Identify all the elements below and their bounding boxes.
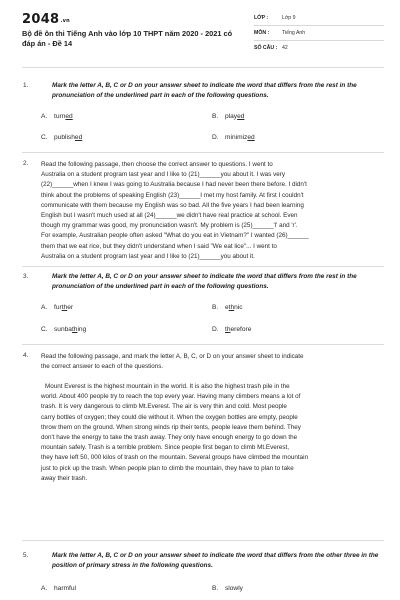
site-logo[interactable] bbox=[22, 12, 70, 27]
question-intro bbox=[41, 352, 384, 372]
passage-line: them that we eat rice, but they didn't understand when I said "We eat lice"... I went to bbox=[41, 242, 277, 250]
option-a[interactable] bbox=[41, 113, 73, 120]
passage-line: Australia on a student program last year and I like to (21)______you about it. bbox=[41, 252, 255, 260]
logo-suffix: .vn bbox=[60, 18, 71, 24]
underlined-part: ed bbox=[247, 134, 255, 141]
question-number: 5. bbox=[23, 552, 29, 559]
option-c[interactable] bbox=[41, 326, 86, 333]
question-passage bbox=[41, 160, 384, 262]
passage-line: Australia on a student program last year and I like to (21)______you about it. I was very bbox=[41, 171, 285, 179]
option-letter: D. bbox=[212, 326, 219, 333]
passage-line: Read the following passage, then choose the correct answer to questions. I went to bbox=[41, 161, 273, 168]
underlined-part: th bbox=[225, 326, 231, 333]
question-instruction: Mark the letter A, B, C or D on your answer sheet to indicate the word that differs from the rest in the pronunciation of the underlined part in each of the following questions. bbox=[52, 273, 357, 290]
option-text: fur bbox=[54, 304, 62, 311]
subject-value: Tiếng Anh bbox=[282, 30, 306, 36]
passage-line: trash. It is very dangerous to climb Mt.Everest. The air is very thin and cold. Most people bbox=[41, 403, 287, 411]
question-divider bbox=[22, 266, 384, 267]
intro-line: the correct answer to each of the questions. bbox=[41, 363, 164, 371]
option-text: erefore bbox=[230, 326, 252, 333]
option-letter: B. bbox=[212, 113, 219, 120]
question-divider bbox=[22, 540, 384, 541]
option-text: sunba bbox=[54, 326, 72, 333]
option-text: nic bbox=[234, 304, 243, 311]
option-b[interactable] bbox=[212, 113, 244, 120]
meta-divider bbox=[254, 25, 384, 26]
question-instruction: Mark the letter A, B, C or D on your answer sheet to indicate the word that differs from the rest in the pronunciation of the underlined part in each of the following questions. bbox=[52, 82, 357, 99]
question-passage bbox=[41, 382, 384, 484]
page-header bbox=[0, 0, 400, 62]
question-number: 2. bbox=[23, 160, 29, 167]
option-text: harmful bbox=[54, 585, 76, 592]
option-d[interactable] bbox=[212, 326, 251, 333]
passage-line: (22)______when I knew I was going to Australia because I had never been there before. I didn't bbox=[41, 181, 307, 189]
count-label: SỐ CÂU : bbox=[254, 45, 278, 51]
option-b[interactable] bbox=[212, 585, 243, 592]
passage-line: away their trash. bbox=[41, 474, 88, 482]
class-label: LỚP : bbox=[254, 15, 269, 21]
question-instruction: Mark the letter A, B, C or D on your answer sheet to indicate the word that differs from the other three in the position of primary stress in the following questions. bbox=[52, 552, 379, 569]
option-a[interactable] bbox=[41, 585, 76, 592]
option-letter: A. bbox=[41, 585, 48, 592]
option-letter: A. bbox=[41, 113, 48, 120]
underlined-part: ed bbox=[65, 113, 73, 120]
underlined-part: th bbox=[61, 304, 68, 311]
underlined-part: th bbox=[228, 304, 235, 311]
option-text: e bbox=[225, 304, 229, 311]
exam-title: Bộ đề ôn thi Tiếng Anh vào lớp 10 THPT năm 2020 - 2021 có đáp án - Đề 14 bbox=[22, 29, 233, 48]
underlined-part: th bbox=[71, 326, 78, 333]
passage-line: carry bottles of oxygen; they could die without it. When the oxygen bottles are empty, people bbox=[41, 413, 298, 421]
passage-line: think about the problems of speaking English (23)______I met my host family. At first I couldn't bbox=[41, 191, 304, 199]
underlined-part: ed bbox=[237, 113, 245, 120]
passage-line: though my grammar was good, my pronunciation wasn't. My problem is (25)______'l' and 'r'. bbox=[41, 222, 298, 230]
question-number: 4. bbox=[23, 352, 29, 359]
passage-line: Mount Everest is the highest mountain in the world. It is also the highest trash pile in the bbox=[45, 383, 290, 390]
passage-line: English but I wasn't much used at all (24)______we didn't have real practice at school. Even bbox=[41, 212, 298, 220]
meta-divider bbox=[254, 40, 384, 41]
passage-line: don't have the energy to take the trash away. They only have enough energy to go down the bbox=[41, 434, 298, 442]
passage-line: throw them on the ground. When strong winds rip their tents, people leave them behind. They bbox=[41, 423, 301, 431]
passage-line: mountain safely. Trash is a terrible problem. Since people first began to climb Mt.Everest, bbox=[41, 444, 290, 452]
option-letter: B. bbox=[212, 585, 219, 592]
passage-line: world. About 400 people try to reach the top every year. Having many climbers means a lot of bbox=[41, 393, 301, 401]
option-text: minimiz bbox=[225, 134, 248, 141]
passage-line: For example, Australian people often asked "What do you eat in Vietnam?" I wanted (26)______ bbox=[41, 232, 309, 240]
option-letter: B. bbox=[212, 304, 219, 311]
option-text: er bbox=[67, 304, 74, 311]
option-text: turn bbox=[54, 113, 66, 120]
question-divider bbox=[22, 344, 384, 345]
option-text: ing bbox=[77, 326, 87, 333]
underlined-part: ed bbox=[74, 134, 83, 141]
class-row bbox=[254, 15, 384, 21]
option-text: publish bbox=[54, 134, 75, 141]
passage-line: they have left 50, 000 kilos of trash on the mountain. Several groups have climbed the mountain bbox=[41, 454, 309, 462]
intro-line: Read the following passage, and mark the letter A, B, C, or D on your answer sheet to indicate bbox=[41, 353, 304, 360]
header-divider bbox=[22, 67, 384, 68]
logo-text: 2048 bbox=[22, 12, 60, 27]
option-letter: C. bbox=[41, 326, 48, 333]
subject-row bbox=[254, 30, 384, 36]
question-number: 1. bbox=[23, 82, 29, 89]
option-letter: C. bbox=[41, 134, 48, 141]
option-b[interactable] bbox=[212, 304, 243, 311]
count-row bbox=[254, 45, 384, 51]
question-number: 3. bbox=[23, 273, 29, 280]
count-value: 42 bbox=[282, 45, 288, 51]
option-text: slowly bbox=[225, 585, 243, 592]
option-letter: D. bbox=[212, 134, 219, 141]
option-text: play bbox=[225, 113, 238, 120]
option-letter: A. bbox=[41, 304, 48, 311]
question-divider bbox=[22, 152, 384, 153]
option-a[interactable] bbox=[41, 304, 73, 311]
passage-line: just to pick up the trash. When people plan to climb the mountain, they have to plan to take bbox=[41, 464, 294, 472]
class-value: Lớp 9 bbox=[282, 15, 296, 21]
option-d[interactable] bbox=[212, 134, 255, 141]
subject-label: MÔN : bbox=[254, 30, 270, 36]
option-c[interactable] bbox=[41, 134, 82, 141]
passage-line: communicate with them because my English was so bad. All the five years I had been learning bbox=[41, 201, 304, 209]
